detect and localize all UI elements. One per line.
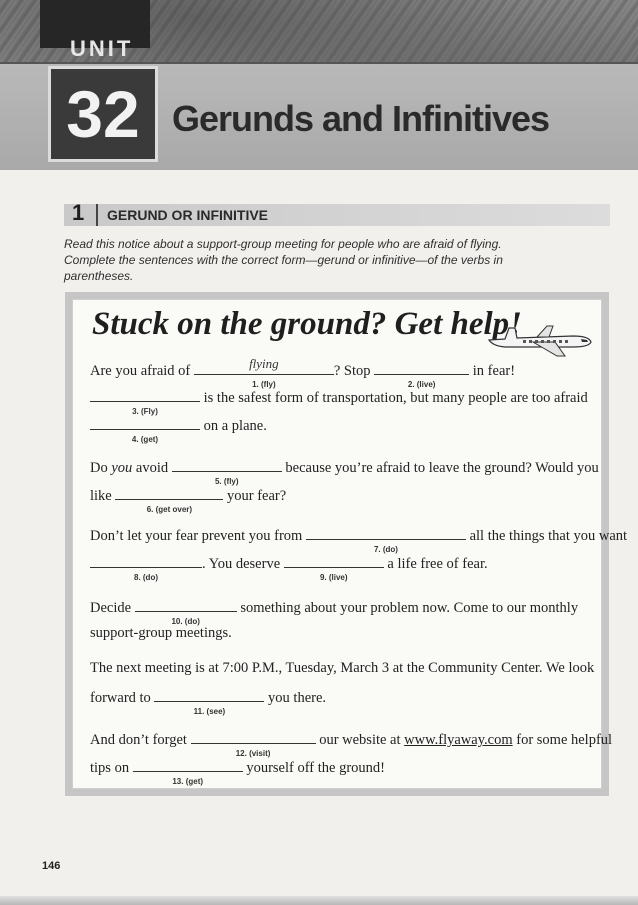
notice-line: And don’t forget 12. (visit) our website at www.flyaway.com for some helpful	[90, 728, 612, 749]
verb-cue: 12. (visit)	[235, 749, 271, 758]
answer-blank-1[interactable]	[194, 356, 334, 389]
verb-cue: 1. (fly)	[252, 380, 276, 389]
notice-line: 3. (Fly) is the safest form of transportation, but many people are too afraid	[90, 386, 588, 407]
notice-line: 4. (get) on a plane.	[90, 414, 267, 435]
verb-cue: 10. (do)	[171, 617, 200, 626]
verb-cue: 3. (Fly)	[132, 407, 158, 416]
answer-blank-3[interactable]	[90, 386, 200, 416]
verb-cue: 8. (do)	[134, 573, 158, 582]
notice-line: Are you afraid of flying 1. (fly) ? Stop 2. (live) in fear!	[90, 359, 515, 380]
answer-blank-7[interactable]	[306, 524, 466, 554]
sample-answer: flying	[249, 356, 279, 371]
unit-title: Gerunds and Infinitives	[172, 98, 550, 139]
notice-line: 8. (do) . You deserve 9. (live) a life free of fear.	[90, 552, 488, 573]
notice-line: tips on 13. (get) yourself off the ground!	[90, 756, 385, 777]
verb-cue: 11. (see)	[193, 707, 226, 716]
answer-blank-5[interactable]	[172, 456, 282, 486]
page-edge	[0, 896, 638, 905]
website-link[interactable]: www.flyaway.com	[404, 732, 513, 748]
notice-line: The next meeting is at 7:00 P.M., Tuesday, March 3 at the Community Center. We look	[90, 660, 595, 676]
notice-line: like 6. (get over) your fear?	[90, 484, 286, 505]
answer-blank-13[interactable]	[133, 756, 243, 786]
answer-blank-12[interactable]	[191, 728, 316, 758]
answer-blank-8[interactable]	[90, 552, 202, 582]
verb-cue: 4. (get)	[131, 435, 159, 444]
notice-title: Stuck on the ground? Get help!	[92, 306, 522, 342]
verb-cue: 7. (do)	[373, 545, 398, 554]
unit-label: UNIT	[70, 36, 134, 61]
answer-blank-11[interactable]	[154, 686, 264, 716]
verb-cue: 5. (fly)	[214, 477, 239, 486]
verb-cue: 13. (get)	[172, 777, 204, 786]
exercise-instructions: Read this notice about a support-group meeting for people who are afraid of flying. Complete the sentences with the correct form—gerund or infinitive—of the verbs in parentheses.	[64, 237, 503, 283]
answer-blank-2[interactable]	[374, 359, 469, 389]
section-divider	[96, 204, 98, 226]
unit-number-box	[48, 66, 158, 162]
answer-blank-9[interactable]	[284, 552, 384, 582]
unit-number: 32	[66, 77, 140, 151]
answer-blank-10[interactable]	[135, 596, 237, 626]
verb-cue: 2. (live)	[407, 380, 436, 389]
notice-line: support-group meetings.	[90, 625, 232, 641]
section-number: 1	[72, 200, 85, 225]
section-title: GERUND OR INFINITIVE	[107, 207, 269, 223]
notice-line: Decide 10. (do) something about your problem now. Come to our monthly	[90, 596, 578, 617]
verb-cue: 6. (get over)	[146, 505, 193, 514]
verb-cue: 9. (live)	[319, 573, 348, 582]
notice-line: forward to 11. (see) you there.	[90, 686, 326, 707]
page-number: 146	[42, 860, 61, 872]
notice-line: Don’t let your fear prevent you from 7. (do) all the things that you want	[90, 524, 627, 545]
notice-line: Do you avoid 5. (fly) because you’re afraid to leave the ground? Would you	[90, 456, 599, 477]
airplane-icon	[485, 314, 593, 358]
